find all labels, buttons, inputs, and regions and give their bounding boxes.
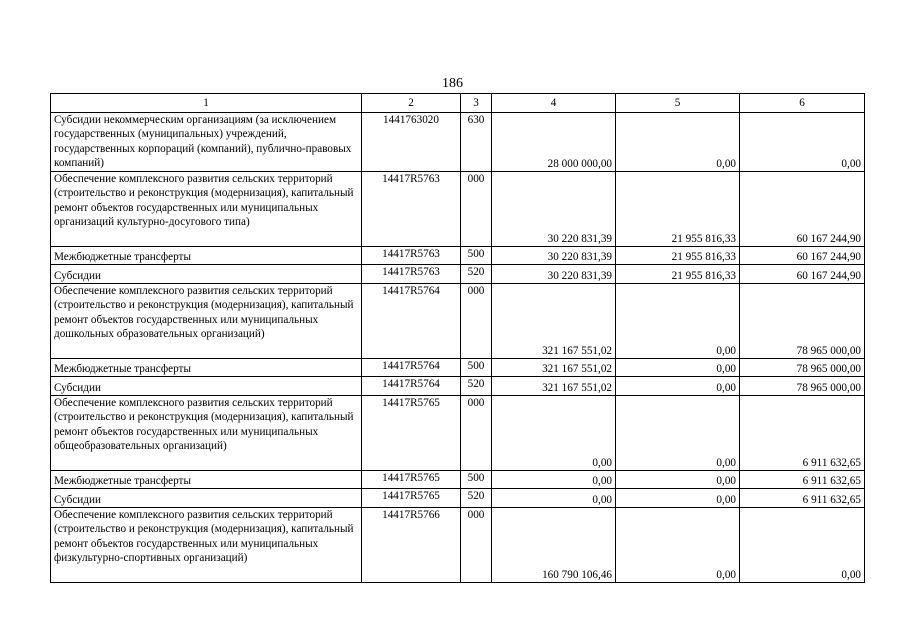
page-number: 186 (442, 76, 463, 91)
row-value-5: 21 955 816,33 (616, 247, 740, 265)
row-value-5: 0,00 (616, 508, 740, 583)
row-value-6: 60 167 244,90 (740, 247, 865, 265)
column-header: 2 (362, 94, 461, 113)
row-type: 000 (461, 508, 492, 583)
column-header: 4 (492, 94, 616, 113)
row-value-6: 60 167 244,90 (740, 172, 865, 247)
row-type: 000 (461, 396, 492, 471)
table-header-row (51, 94, 865, 113)
row-name: Межбюджетные трансферты (51, 359, 362, 377)
row-value-6: 0,00 (740, 113, 865, 172)
row-code: 14417R5763 (362, 247, 461, 265)
row-value-6: 78 965 000,00 (740, 359, 865, 377)
column-header: 3 (461, 94, 492, 113)
row-type: 000 (461, 284, 492, 359)
row-code: 14417R5766 (362, 508, 461, 583)
table-row (51, 113, 865, 172)
row-type: 520 (461, 377, 492, 396)
row-value-4: 321 167 551,02 (492, 377, 616, 396)
row-code: 14417R5763 (362, 172, 461, 247)
row-value-6: 6 911 632,65 (740, 471, 865, 489)
row-code: 14417R5763 (362, 265, 461, 284)
table-row (51, 508, 865, 583)
row-name: Обеспечение комплексного развития сельских территорий (строительство и реконструкция (модернизация), капитальный ремонт объектов государственных или муниципальных общеобразовательных организаций) (51, 396, 362, 471)
row-name: Субсидии (51, 265, 362, 284)
row-code: 14417R5765 (362, 396, 461, 471)
row-type: 500 (461, 471, 492, 489)
row-code: 14417R5765 (362, 471, 461, 489)
row-value-4: 30 220 831,39 (492, 265, 616, 284)
row-value-4: 321 167 551,02 (492, 284, 616, 359)
row-value-4: 0,00 (492, 396, 616, 471)
row-value-6: 78 965 000,00 (740, 377, 865, 396)
row-type: 520 (461, 489, 492, 508)
row-value-6: 6 911 632,65 (740, 489, 865, 508)
row-value-4: 0,00 (492, 471, 616, 489)
row-value-5: 21 955 816,33 (616, 265, 740, 284)
row-value-5: 21 955 816,33 (616, 172, 740, 247)
row-type: 500 (461, 359, 492, 377)
row-name: Обеспечение комплексного развития сельских территорий (строительство и реконструкция (модернизация), капитальный ремонт объектов государственных или муниципальных организаций культурно-досугового типа) (51, 172, 362, 247)
row-value-6: 6 911 632,65 (740, 396, 865, 471)
table-row (51, 396, 865, 471)
column-header: 1 (51, 94, 362, 113)
row-value-5: 0,00 (616, 113, 740, 172)
table-row (51, 489, 865, 508)
row-value-4: 30 220 831,39 (492, 172, 616, 247)
row-code: 1441763020 (362, 113, 461, 172)
row-value-5: 0,00 (616, 359, 740, 377)
row-value-4: 321 167 551,02 (492, 359, 616, 377)
table-row (51, 172, 865, 247)
budget-table (50, 93, 865, 583)
table-row (51, 471, 865, 489)
row-type: 630 (461, 113, 492, 172)
row-value-5: 0,00 (616, 284, 740, 359)
row-value-5: 0,00 (616, 377, 740, 396)
row-value-5: 0,00 (616, 471, 740, 489)
row-name: Обеспечение комплексного развития сельских территорий (строительство и реконструкция (модернизация), капитальный ремонт объектов государственных или муниципальных дошкольных образовательных организаций) (51, 284, 362, 359)
row-name: Межбюджетные трансферты (51, 471, 362, 489)
row-type: 000 (461, 172, 492, 247)
table-row (51, 247, 865, 265)
row-value-6: 60 167 244,90 (740, 265, 865, 284)
row-name: Субсидии (51, 489, 362, 508)
row-name: Обеспечение комплексного развития сельских территорий (строительство и реконструкция (модернизация), капитальный ремонт объектов государственных или муниципальных физкультурно-спортивных организаций) (51, 508, 362, 583)
row-name: Субсидии (51, 377, 362, 396)
row-code: 14417R5764 (362, 377, 461, 396)
row-value-6: 78 965 000,00 (740, 284, 865, 359)
row-code: 14417R5764 (362, 359, 461, 377)
table-row (51, 377, 865, 396)
row-type: 500 (461, 247, 492, 265)
column-header: 6 (740, 94, 865, 113)
table-row (51, 265, 865, 284)
table-row (51, 284, 865, 359)
row-code: 14417R5765 (362, 489, 461, 508)
row-name: Межбюджетные трансферты (51, 247, 362, 265)
row-value-4: 0,00 (492, 489, 616, 508)
row-type: 520 (461, 265, 492, 284)
row-value-5: 0,00 (616, 396, 740, 471)
column-header: 5 (616, 94, 740, 113)
row-name: Субсидии некоммерческим организациям (за исключением государственных (муниципальных) учреждений, государственных корпораций (компаний), публично-правовых компаний) (51, 113, 362, 172)
row-value-6: 0,00 (740, 508, 865, 583)
row-value-4: 160 790 106,46 (492, 508, 616, 583)
row-code: 14417R5764 (362, 284, 461, 359)
row-value-4: 28 000 000,00 (492, 113, 616, 172)
row-value-4: 30 220 831,39 (492, 247, 616, 265)
row-value-5: 0,00 (616, 489, 740, 508)
table-row (51, 359, 865, 377)
